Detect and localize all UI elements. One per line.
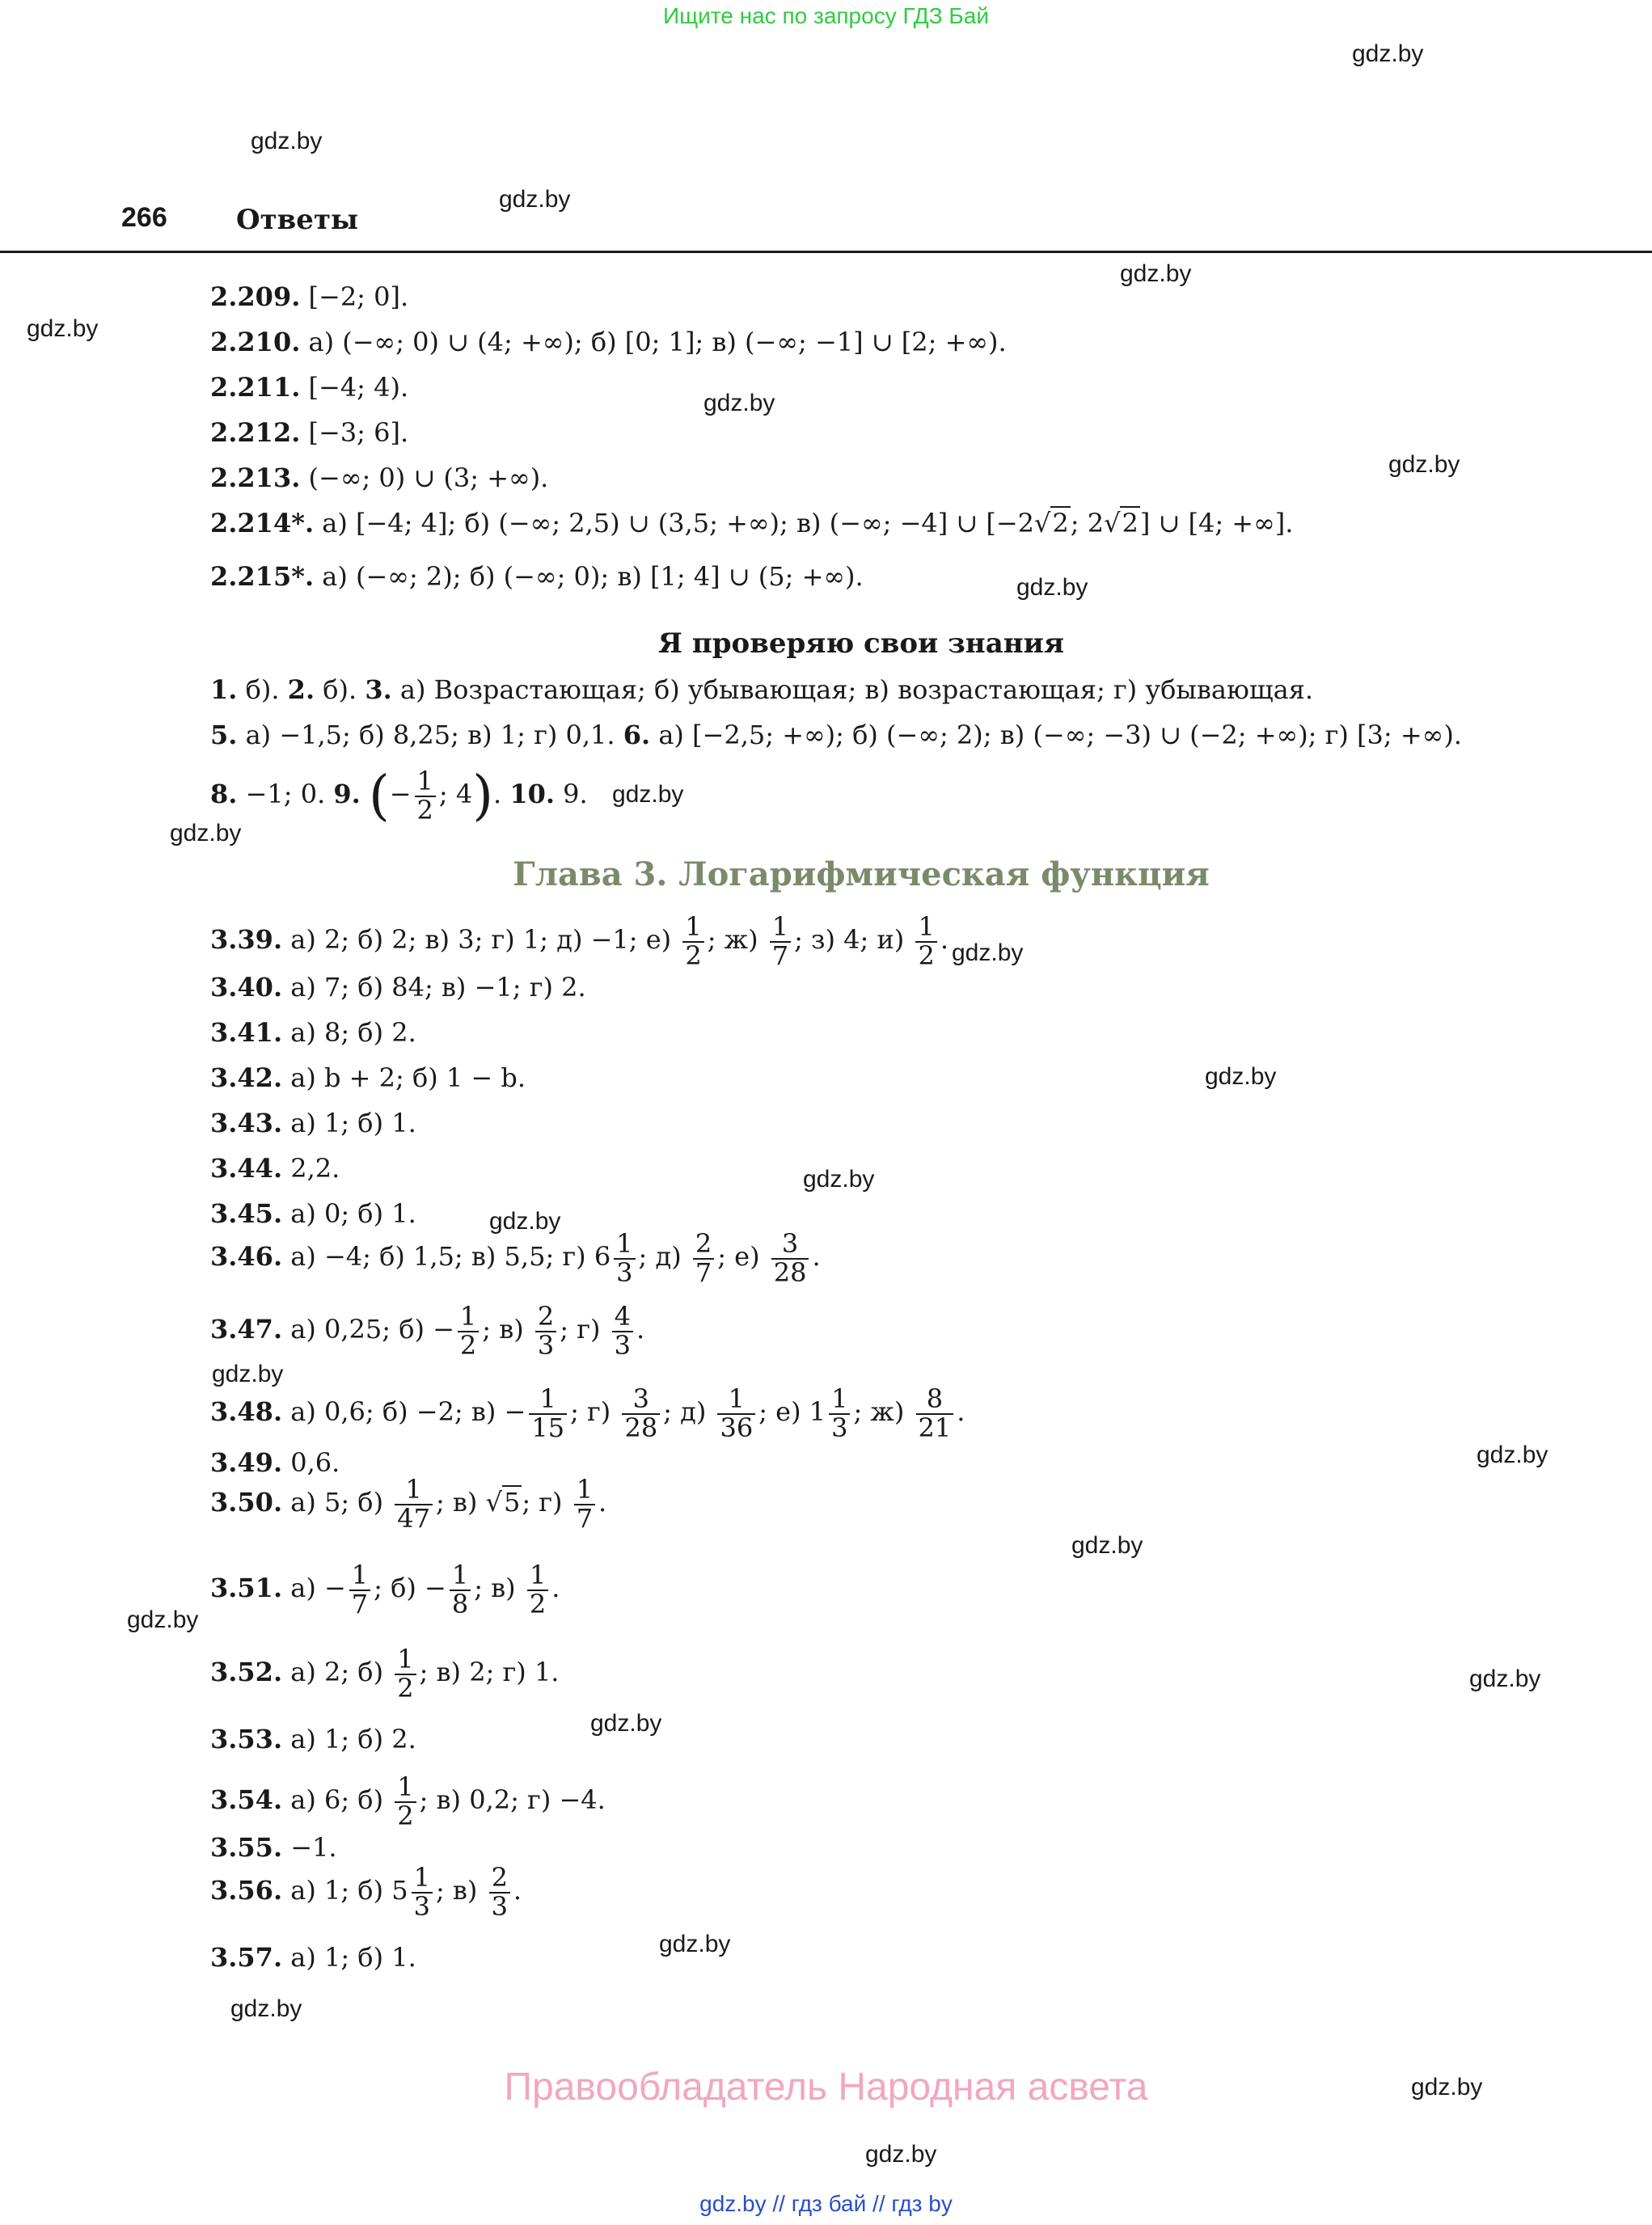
fraction: $\frac{1}{7}$: [349, 1562, 370, 1618]
fraction: $\frac{1}{7}$: [770, 914, 791, 969]
watermark: gdz.by: [1071, 1532, 1143, 1559]
fraction: $\frac{1}{2}$: [682, 914, 703, 969]
answer-3-53: 3.53. а) 1; б) 2.: [210, 1724, 416, 1754]
watermark: gdz.by: [489, 1208, 561, 1235]
watermark: gdz.by: [803, 1166, 875, 1193]
self-check-8-10: 8. −1; 0. 9. (− $\frac{1}{2}$ ; 4). 10. 9.: [210, 764, 588, 827]
sqrt-radicand: 2: [1122, 508, 1139, 538]
fraction: $\frac{1}{3}$: [412, 1864, 433, 1920]
answer-3-43: 3.43. а) 1; б) 1.: [210, 1108, 416, 1138]
fraction: $\frac{1}{2}$: [395, 1646, 416, 1702]
fraction: $\frac{2}{3}$: [535, 1303, 556, 1359]
answer-3-46: 3.46. а) −4; б) 1,5; в) 5,5; г) 6 $\frac{1}{3}$ ; д) $\frac{2}{7}$ ; е) $\frac{3}{28}$ .: [210, 1228, 821, 1288]
watermark: gdz.by: [230, 1995, 302, 2022]
answer-2-215: 2.215*. а) (−∞; 2); б) (−∞; 0); в) [1; 4] ∪ (5; +∞).: [210, 561, 864, 592]
watermark: gdz.by: [499, 186, 571, 213]
header-rule: [0, 251, 1652, 253]
footer-links[interactable]: gdz.by // гдз бай // гдз by: [699, 2191, 953, 2216]
answer-3-57: 3.57. а) 1; б) 1.: [210, 1942, 416, 1973]
answer-2-209: 2.209. [−2; 0].: [210, 281, 409, 312]
answer-3-50: 3.50. а) 5; б) $\frac{1}{47}$ ; в) √5; г) $\frac{1}{7}$ .: [210, 1474, 607, 1534]
answer-2-213: 2.213. (−∞; 0) ∪ (3; +∞).: [210, 462, 549, 493]
fraction: $\frac{1}{8}$: [450, 1562, 471, 1618]
fraction: $\frac{1}{2}$: [915, 914, 936, 969]
watermark: gdz.by: [170, 820, 242, 847]
section-title: Я проверяю свои знания: [658, 627, 1064, 660]
answer-2-212: 2.212. [−3; 6].: [210, 417, 409, 448]
watermark: gdz.by: [1016, 574, 1088, 601]
watermark: gdz.by: [127, 1606, 199, 1633]
watermark: gdz.by: [212, 1361, 284, 1387]
answer-3-56: 3.56. а) 1; б) 5 $\frac{1}{3}$ ; в) $\frac{2}{3}$ .: [210, 1862, 522, 1922]
chapter-title: Глава 3. Логарифмическая функция: [513, 855, 1210, 893]
watermark: gdz.by: [1388, 451, 1460, 478]
sqrt-radicand: 5: [503, 1487, 521, 1518]
watermark: gdz.by: [1411, 2074, 1483, 2100]
fraction: $\frac{3}{28}$: [771, 1231, 809, 1286]
answer-2-214: 2.214*. а) [−4; 4]; б) (−∞; 2,5) ∪ (3,5; +∞); в) (−∞; −4] ∪ [−2√2; 2√2] ∪ [4; +∞].: [210, 508, 1294, 538]
watermark: gdz.by: [1477, 1442, 1548, 1468]
answer-3-54: 3.54. а) 6; б) $\frac{1}{2}$ ; в) 0,2; г) −4.: [210, 1771, 606, 1831]
fraction: $\frac{1}{36}$: [717, 1386, 755, 1442]
answer-3-39: 3.39. а) 2; б) 2; в) 3; г) 1; д) −1; е) $\frac{1}{2}$ ; ж) $\frac{1}{7}$ ; з) 4; и) $\frac{1}{2}$ .: [210, 911, 949, 971]
copyright-notice: Правообладатель Народная асвета: [504, 2066, 1148, 2109]
fraction: $\frac{1}{15}$: [529, 1386, 567, 1442]
fraction: $\frac{4}{3}$: [612, 1303, 633, 1359]
fraction: $\frac{8}{21}$: [916, 1386, 954, 1442]
answer-2-211: 2.211. [−4; 4).: [210, 372, 409, 403]
fraction: $\frac{3}{28}$: [622, 1386, 660, 1442]
watermark: gdz.by: [251, 128, 323, 154]
fraction: $\frac{1}{2}$: [415, 768, 436, 824]
top-banner: Ищите нас по запросу ГДЗ Бай: [662, 3, 990, 28]
self-check-1-3: 1. б). 2. б). 3. а) Возрастающая; б) убывающая; в) возрастающая; г) убывающая.: [210, 674, 1314, 705]
watermark: gdz.by: [612, 781, 684, 808]
answer-3-44: 3.44. 2,2.: [210, 1153, 340, 1184]
fraction: $\frac{2}{3}$: [489, 1864, 510, 1920]
answer-3-51: 3.51. а) − $\frac{1}{7}$ ; б) − $\frac{1}{8}$ ; в) $\frac{1}{2}$ .: [210, 1560, 560, 1619]
answer-3-40: 3.40. а) 7; б) 84; в) −1; г) 2.: [210, 972, 586, 1003]
answer-3-42: 3.42. а) b + 2; б) 1 − b.: [210, 1062, 526, 1093]
answer-3-49: 3.49. 0,6.: [210, 1447, 340, 1478]
running-head: Ответы: [236, 204, 359, 236]
watermark: gdz.by: [659, 1931, 731, 1957]
answer-3-52: 3.52. а) 2; б) $\frac{1}{2}$ ; в) 2; г) 1.: [210, 1644, 560, 1704]
fraction: $\frac{1}{2}$: [395, 1774, 416, 1830]
watermark: gdz.by: [865, 2141, 937, 2168]
answer-3-47: 3.47. а) 0,25; б) − $\frac{1}{2}$ ; в) $\frac{2}{3}$ ; г) $\frac{4}{3}$ .: [210, 1301, 645, 1361]
self-check-5-6: 5. а) −1,5; б) 8,25; в) 1; г) 0,1. 6. а) [−2,5; +∞); б) (−∞; 2); в) (−∞; −3) ∪ (−2; +∞); г) [3; +∞).: [210, 720, 1462, 750]
page-number: 266: [121, 202, 167, 233]
watermark: gdz.by: [952, 939, 1024, 966]
sqrt-radicand: 2: [1052, 508, 1069, 538]
fraction: $\frac{1}{2}$: [458, 1303, 479, 1359]
answer-3-55: 3.55. −1.: [210, 1832, 337, 1863]
watermark: gdz.by: [27, 315, 99, 342]
fraction: $\frac{1}{3}$: [829, 1386, 850, 1442]
answer-3-48: 3.48. а) 0,6; б) −2; в) − $\frac{1}{15}$ ; г) $\frac{3}{28}$ ; д) $\frac{1}{36}$ ; е) 1 $\frac{1}{3}$ ; ж) $\frac{8}{21}$ .: [210, 1383, 965, 1443]
watermark: gdz.by: [703, 390, 775, 416]
watermark: gdz.by: [1120, 260, 1192, 287]
fraction: $\frac{1}{3}$: [614, 1231, 635, 1286]
fraction: $\frac{1}{47}$: [395, 1476, 433, 1532]
fraction: $\frac{1}{7}$: [574, 1476, 595, 1532]
watermark: gdz.by: [590, 1710, 662, 1737]
answer-3-45: 3.45. а) 0; б) 1.: [210, 1198, 416, 1229]
answer-3-41: 3.41. а) 8; б) 2.: [210, 1017, 416, 1048]
fraction: $\frac{1}{2}$: [527, 1562, 548, 1618]
fraction: $\frac{2}{7}$: [693, 1231, 714, 1286]
answer-2-210: 2.210. а) (−∞; 0) ∪ (4; +∞); б) [0; 1]; в) (−∞; −1] ∪ [2; +∞).: [210, 327, 1007, 357]
watermark: gdz.by: [1205, 1063, 1277, 1090]
watermark: gdz.by: [1352, 40, 1424, 67]
watermark: gdz.by: [1469, 1666, 1541, 1692]
